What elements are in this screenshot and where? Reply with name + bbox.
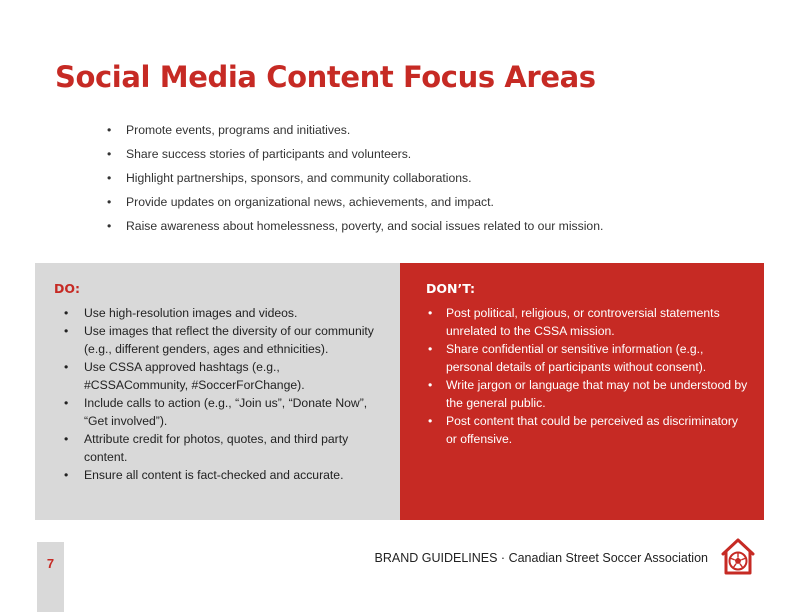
dont-item-text: Post content that could be perceived as discriminatory or offensive. (446, 414, 738, 446)
page-title: Social Media Content Focus Areas (55, 60, 596, 94)
do-item-text: Include calls to action (e.g., “Join us”, “Donate Now”, “Get involved”). (84, 396, 368, 428)
bullet: • (428, 306, 433, 320)
page-number-tab (37, 542, 64, 612)
bullet: • (428, 342, 433, 356)
dont-item (426, 304, 750, 340)
bullet: • (64, 324, 69, 338)
do-item-text: Attribute credit for photos, quotes, and third party content. (84, 432, 349, 464)
bullet: • (64, 306, 69, 320)
do-list (54, 304, 386, 484)
do-item (54, 394, 386, 430)
do-item-text: Ensure all content is fact-checked and accurate. (84, 468, 344, 482)
do-item-text: Use CSSA approved hashtags (e.g., #CSSACommunity, #SoccerForChange). (84, 360, 305, 392)
dont-item-text: Post political, religious, or controversial statements unrelated to the CSSA mission. (446, 306, 720, 338)
focus-area-text: Promote events, programs and initiatives. (126, 123, 351, 137)
do-item-text: Use images that reflect the diversity of our community (e.g., different genders, ages and ethnicities). (84, 324, 374, 356)
do-item (54, 358, 386, 394)
focus-area-text: Share success stories of participants and volunteers. (126, 147, 412, 161)
focus-area-text: Highlight partnerships, sponsors, and community collaborations. (126, 171, 472, 185)
dont-item-text: Share confidential or sensitive information (e.g., personal details of participants without consent). (446, 342, 707, 374)
bullet: • (64, 396, 69, 410)
focus-areas-list (107, 121, 603, 241)
footer-text: BRAND GUIDELINES · Canadian Street Soccer Association (374, 551, 708, 565)
house-soccer-ball-logo-icon (720, 537, 756, 577)
focus-area-item (107, 217, 603, 241)
bullet: • (107, 219, 112, 233)
bullet: • (107, 195, 112, 209)
bullet: • (428, 378, 433, 392)
bullet: • (107, 147, 112, 161)
do-item (54, 322, 386, 358)
dont-panel (400, 263, 764, 520)
do-heading: DO: (54, 281, 81, 296)
do-item (54, 430, 386, 466)
bullet: • (64, 468, 69, 482)
dont-item (426, 412, 750, 448)
page-number: 7 (46, 556, 55, 571)
bullet: • (64, 360, 69, 374)
bullet: • (428, 414, 433, 428)
dont-item (426, 376, 750, 412)
bullet: • (107, 123, 112, 137)
dont-list (426, 304, 750, 448)
focus-area-item (107, 193, 603, 217)
do-item (54, 304, 386, 322)
dont-item (426, 340, 750, 376)
do-panel (35, 263, 400, 520)
dont-heading: DON’T: (426, 281, 476, 296)
focus-area-text: Raise awareness about homelessness, poverty, and social issues related to our mission. (126, 219, 604, 233)
do-item-text: Use high-resolution images and videos. (84, 306, 298, 320)
bullet: • (64, 432, 69, 446)
focus-area-text: Provide updates on organizational news, achievements, and impact. (126, 195, 494, 209)
focus-area-item (107, 145, 603, 169)
focus-area-item (107, 169, 603, 193)
bullet: • (107, 171, 112, 185)
focus-area-item (107, 121, 603, 145)
do-item (54, 466, 386, 484)
dont-item-text: Write jargon or language that may not be understood by the general public. (446, 378, 748, 410)
